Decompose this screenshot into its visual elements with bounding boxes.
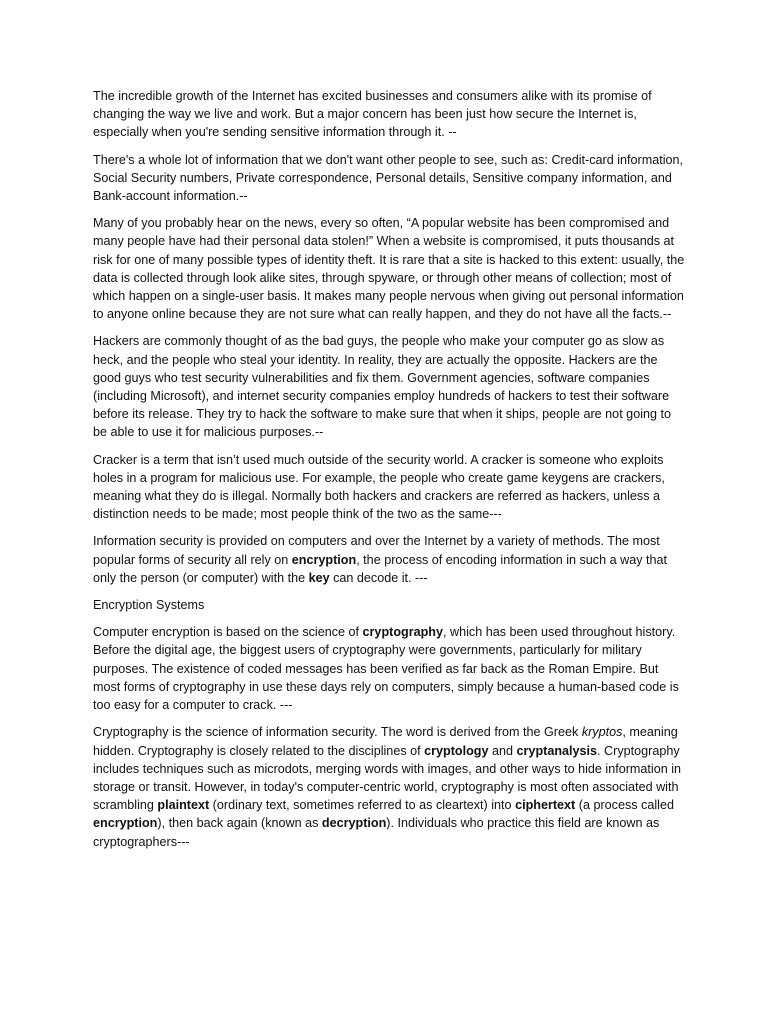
document-page (93, 87, 685, 860)
body-paragraph (93, 151, 685, 206)
paragraph-text: Information security is provided on computers and over the Internet by a variety of methods. The most popular forms of security all rely on (93, 534, 660, 567)
bold-term: cryptology (424, 743, 489, 758)
paragraph-text: , which has been used throughout history. Before the digital age, the biggest users of cryptography were governments, particularly for military purposes. The existence of coded messages has been verified as far back as the Roman Empire. But most forms of cryptography in use these days rely on computers, simply because a human-based code is too easy for a computer to crack. --- (93, 625, 679, 713)
paragraph-text: Many of you probably hear on the news, every so often, “A popular website has been compromised and many people have had their personal data stolen!” When a website is compromised, it puts thousands at risk for one of many possible types of identity theft. It is rare that a site is hacked to this extent: usually, the data is collected through look alike sites, through spyware, or through other means of collection; most of which happen on a single-user basis. It makes many people nervous when giving out personal information to anyone online because they are not sure what can really happen, and they do not have all the facts.-- (93, 216, 685, 322)
paragraph-text: and (488, 743, 517, 758)
paragraph-text: . Cryptography includes techniques such as microdots, merging words with images, and other ways to hide information in storage or transit. However, in today's computer-centric world, cryptography is most often associated with scrambling (93, 743, 682, 813)
bold-term: plaintext (157, 798, 210, 813)
paragraph-text: ). Individuals who practice this field are known as cryptographers--- (93, 816, 660, 849)
bold-term: ciphertext (515, 798, 576, 813)
bold-term: key (308, 570, 330, 585)
paragraph-text: ), then back again (known as (157, 816, 322, 831)
body-paragraph (93, 723, 685, 850)
bold-term: cryptanalysis (516, 743, 598, 758)
paragraph-text: (ordinary text, sometimes referred to as cleartext) into (209, 798, 516, 813)
bold-term: decryption (321, 816, 387, 831)
paragraph-text: Cryptography is the science of information security. The word is derived from the Greek (93, 725, 582, 740)
body-paragraph (93, 87, 685, 142)
paragraph-text: Computer encryption is based on the science of (93, 625, 363, 640)
section-heading (93, 596, 685, 614)
paragraph-text: (a process called (575, 798, 674, 813)
bold-term: encryption (291, 552, 357, 567)
italic-term: kryptos (581, 725, 623, 740)
paragraph-text: Hackers are commonly thought of as the bad guys, the people who make your computer go as slow as heck, and the people who steal your identity. In reality, they are actually the opposite. Hackers are the good guys who test security vulnerabilities and fix them. Government agencies, software companies (including Microsoft), and internet security companies employ hundreds of hackers to test their software before its release. They try to hack the software to make sure that when it ships, people are not going to be able to use it for malicious purposes.-- (93, 334, 672, 440)
paragraph-text: can decode it. --- (329, 570, 428, 585)
bold-term: encryption (93, 816, 158, 831)
body-paragraph (93, 532, 685, 587)
body-paragraph (93, 451, 685, 524)
paragraph-text: The incredible growth of the Internet has excited businesses and consumers alike with its promise of changing the way we live and work. But a major concern has been just how secure the Internet is, especially when you're sending sensitive information through it. -- (93, 89, 652, 140)
body-paragraph (93, 332, 685, 441)
body-paragraph (93, 623, 685, 714)
body-paragraph (93, 214, 685, 323)
paragraph-text: Encryption Systems (93, 598, 205, 613)
paragraph-text: Cracker is a term that isn’t used much outside of the security world. A cracker is someone who exploits holes in a program for malicious use. For example, the people who create game keygens are crackers, meaning what they do is illegal. Normally both hackers and crackers are referred as hackers, unless a distinction needs to be made; most people think of the two as the same--- (93, 452, 665, 522)
bold-term: cryptography (362, 625, 444, 640)
paragraph-text: , the process of encoding information in such a way that only the person (or computer) with the (93, 552, 668, 585)
paragraph-text: There's a whole lot of information that we don't want other people to see, such as: Credit-card information, Social Security numbers, Private correspondence, Personal details, Sensitive company information, and Bank-account information.-- (93, 152, 684, 204)
paragraph-text: , meaning hidden. Cryptography is closely related to the disciplines of (93, 725, 678, 758)
